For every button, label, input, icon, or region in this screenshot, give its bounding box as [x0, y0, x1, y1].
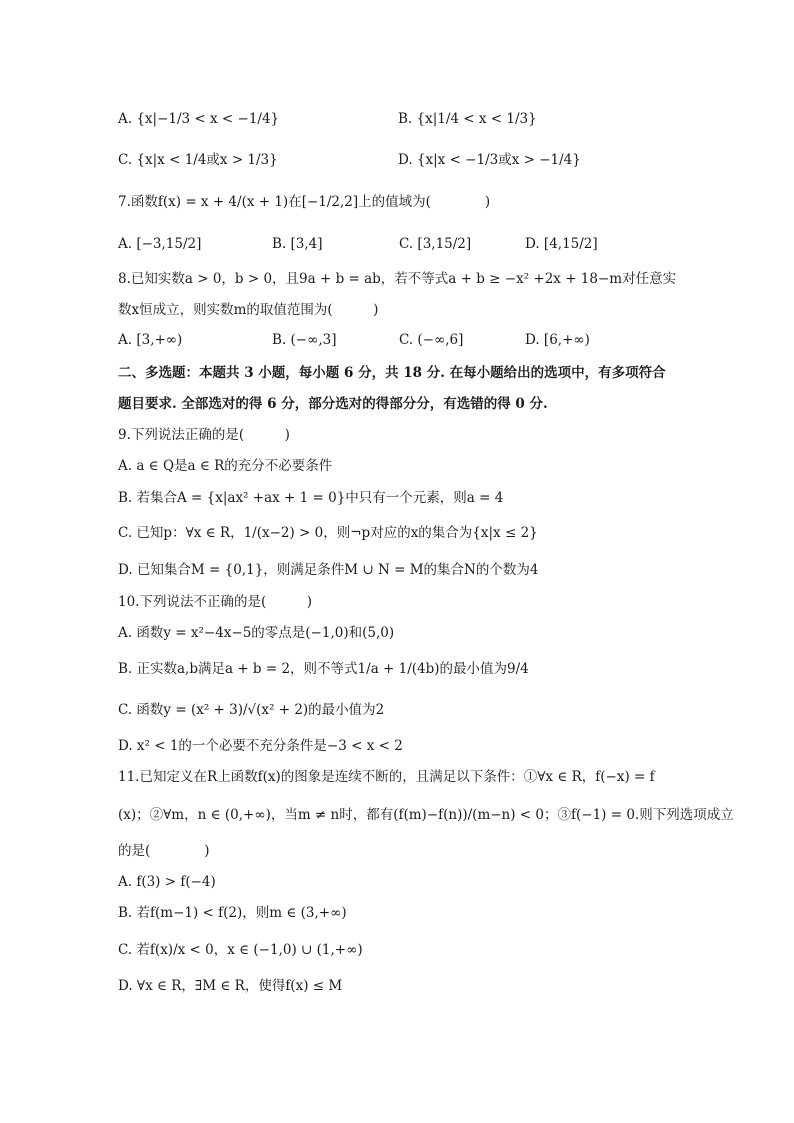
q10-option-a: A. 函数y = x²−4x−5的零点是(−1,0)和(5,0) — [118, 625, 395, 641]
q7-stem: 7.函数f(x) = x + 4/(x + 1)在[−1/2,2]上的值域为( ) — [118, 194, 491, 210]
q8-option-c: C. (−∞,6] — [399, 332, 464, 348]
q11-stem-line3: 的是( ) — [118, 843, 210, 859]
q9-option-b: B. 若集合A = {x|ax² +ax + 1 = 0}中只有一个元素，则a = 4 — [118, 490, 504, 506]
q6-option-b: B. {x|1/4 < x < 1/3} — [398, 111, 537, 127]
q11-stem-line1: 11.已知定义在R上函数f(x)的图象是连续不断的，且满足以下条件：①∀x ∈ R，f(−x) = f — [118, 769, 655, 785]
section2-heading-line1: 二、多选题：本题共 3 小题，每小题 6 分，共 18 分. 在每小题给出的选项中，有多项符合 — [118, 365, 666, 381]
q10-option-b: B. 正实数a,b满足a + b = 2，则不等式1/a + 1/(4b)的最小值为9/4 — [118, 661, 529, 677]
q11-option-a: A. f(3) > f(−4) — [118, 874, 216, 890]
q10-stem: 10.下列说法不正确的是( ) — [118, 594, 313, 610]
q7-option-d: D. [4,15/2] — [525, 236, 598, 252]
q9-option-a: A. a ∈ Q是a ∈ R的充分不必要条件 — [118, 458, 333, 474]
q8-stem-line1: 8.已知实数a > 0，b > 0，且9a + b = ab，若不等式a + b ≥ −x² +2x + 18−m对任意实 — [118, 271, 677, 287]
q8-option-d: D. [6,+∞) — [525, 332, 590, 348]
q11-option-b: B. 若f(m−1) < f(2)，则m ∈ (3,+∞) — [118, 905, 347, 921]
q7-option-b: B. [3,4] — [272, 236, 323, 252]
q10-option-c: C. 函数y = (x² + 3)/√(x² + 2)的最小值为2 — [118, 702, 385, 718]
section2-heading-line2: 题目要求. 全部选对的得 6 分，部分选对的得部分分，有选错的得 0 分. — [118, 396, 548, 412]
q9-option-c: C. 已知p：∀x ∈ R，1/(x−2) > 0，则¬p对应的x的集合为{x|x ≤ 2} — [118, 525, 538, 541]
q8-option-a: A. [3,+∞) — [118, 332, 183, 348]
q9-option-d: D. 已知集合M = {0,1}，则满足条件M ∪ N = M的集合N的个数为4 — [118, 562, 539, 578]
q7-option-a: A. [−3,15/2] — [118, 236, 202, 252]
q11-option-d: D. ∀x ∈ R，∃M ∈ R，使得f(x) ≤ M — [118, 978, 343, 994]
q8-stem-line2: 数x恒成立，则实数m的取值范围为( ) — [118, 302, 379, 318]
q7-option-c: C. [3,15/2] — [399, 236, 472, 252]
q9-stem: 9.下列说法正确的是( ) — [118, 427, 290, 443]
q8-option-b: B. (−∞,3] — [272, 332, 337, 348]
q10-option-d: D. x² < 1的一个必要不充分条件是−3 < x < 2 — [118, 738, 403, 754]
q11-option-c: C. 若f(x)/x < 0，x ∈ (−1,0) ∪ (1,+∞) — [118, 942, 363, 958]
q11-stem-line2: (x)；②∀m，n ∈ (0,+∞)，当m ≠ n时，都有(f(m)−f(n))/(m−n) < 0；③f(−1) = 0.则下列选项成立 — [118, 807, 734, 823]
q6-option-d: D. {x|x < −1/3或x > −1/4} — [398, 152, 581, 168]
q6-option-c: C. {x|x < 1/4或x > 1/3} — [118, 152, 278, 168]
q6-option-a: A. {x|−1/3 < x < −1/4} — [118, 111, 280, 127]
